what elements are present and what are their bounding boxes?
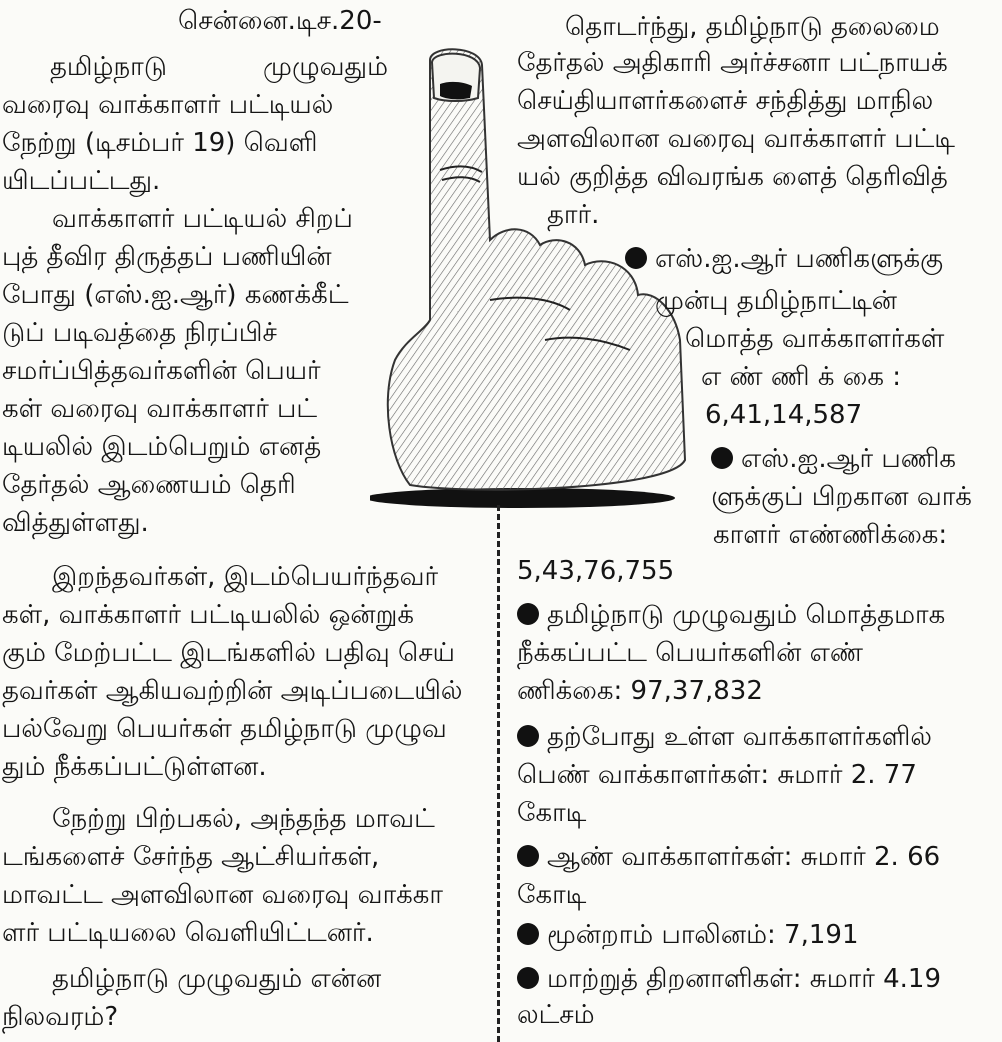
b7-line1: மாற்றுத் திறனாளிகள்: சுமார் 4.19 [547, 964, 941, 994]
b3-line3: ணிக்கை: 97,37,832 [517, 676, 763, 706]
p4-line4: ளர் பட்டியலை வெளியிட்டனர். [2, 918, 374, 948]
b1-line4: எ ண் ணி க் கை : [701, 362, 901, 392]
bullet-icon [517, 923, 539, 945]
p1-line2: வரைவு வாக்காளர் பட்டியல் [2, 90, 334, 120]
b2-line3: காளர் எண்ணிக்கை: [713, 520, 948, 550]
b1-line1: எஸ்.ஐ.ஆர் பணிகளுக்கு [655, 244, 944, 274]
p2-line7: டியலில் இடம்பெறும் எனத் [2, 432, 322, 462]
p1-line3: நேற்று (டிசம்பர் 19) வெளி [2, 128, 318, 158]
b2-line2: ளுக்குப் பிறகான வாக் [711, 482, 972, 512]
p4-line3: மாவட்ட அளவிலான வரைவு வாக்கா [2, 880, 443, 910]
intro-line6: தார். [547, 200, 600, 230]
p2-line1: வாக்காளர் பட்டியல் சிறப் [52, 204, 353, 234]
p5-line2: நிலவரம்? [2, 1002, 119, 1032]
intro-line2: தேர்தல் அதிகாரி அர்ச்சனா பட்நாயக் [517, 48, 948, 78]
bullet-icon [517, 725, 539, 747]
bullet-icon [517, 603, 539, 625]
p4-line2: டங்களைச் சேர்ந்த ஆட்சியர்கள், [2, 842, 380, 872]
p2-line5: சமர்ப்பித்தவர்களின் பெயர் [2, 356, 321, 386]
b5-line2: கோடி [517, 880, 587, 910]
p3-line6: தும் நீக்கப்பட்டுள்ளன. [2, 752, 267, 782]
p3-line5: பல்வேறு பெயர்கள் தமிழ்நாடு முழுவ [2, 714, 447, 744]
p1-line1b: முழுவதும் [263, 52, 388, 82]
p1-line1a: தமிழ்நாடு [50, 52, 167, 82]
p1-line4: யிடப்பட்டது. [2, 166, 161, 196]
b2-line1: எஸ்.ஐ.ஆர் பணிக [741, 444, 956, 474]
finger-shadow [370, 488, 675, 508]
column-divider [497, 505, 500, 1042]
b4-line3: கோடி [517, 798, 587, 828]
p3-line2: கள், வாக்காளர் பட்டியலில் ஒன்றுக் [2, 600, 414, 630]
b3-line2: நீக்கப்பட்ட பெயர்களின் எண் [517, 638, 863, 668]
intro-line1: தொடர்ந்து, தமிழ்நாடு தலைமை [565, 12, 940, 42]
b1-line3: மொத்த வாக்காளர்கள் [685, 324, 945, 354]
p2-line8: தேர்தல் ஆணையம் தெரி [2, 470, 296, 500]
dateline: சென்னை.டிச.20- [178, 6, 382, 36]
p2-line9: வித்துள்ளது. [2, 508, 149, 538]
p3-line3: கும் மேற்பட்ட இடங்களில் பதிவு செய் [2, 638, 455, 668]
bullet-icon [517, 845, 539, 867]
bullet-icon [625, 247, 647, 269]
p5-line1: தமிழ்நாடு முழுவதும் என்ன [52, 964, 382, 994]
b3-line1: தமிழ்நாடு முழுவதும் மொத்தமாக [547, 600, 946, 630]
bullet-icon [711, 447, 733, 469]
b4-line1: தற்போது உள்ள வாக்காளர்களில் [547, 722, 932, 752]
bullet-icon [517, 967, 539, 989]
ink-mark [440, 82, 472, 99]
b7-line2: லட்சம் [517, 1000, 595, 1030]
intro-line4: அளவிலான வரைவு வாக்காளர் பட்டி [517, 124, 956, 154]
p2-line3: போது (எஸ்.ஐ.ஆர்) கணக்கீட் [2, 280, 349, 310]
b1-line2: முன்பு தமிழ்நாட்டின் [655, 286, 898, 316]
b6-line1: மூன்றாம் பாலினம்: 7,191 [547, 920, 859, 950]
p4-line1: நேற்று பிற்பகல், அந்தந்த மாவட் [52, 804, 435, 834]
p3-line4: தவர்கள் ஆகியவற்றின் அடிப்படையில் [2, 676, 463, 706]
b5-line1: ஆண் வாக்காளர்கள்: சுமார் 2. 66 [547, 842, 941, 872]
intro-line3: செய்தியாளர்களைச் சந்தித்து மாநில [517, 86, 934, 116]
p3-line1: இறந்தவர்கள், இடம்பெயர்ந்தவர் [52, 562, 439, 592]
b1-line5: 6,41,14,587 [705, 400, 863, 430]
p2-line6: கள் வரைவு வாக்காளர் பட் [2, 394, 318, 424]
p2-line2: புத் தீவிர திருத்தப் பணியின் [2, 242, 332, 272]
b4-line2: பெண் வாக்காளர்கள்: சுமார் 2. 77 [517, 760, 917, 790]
b2-line4: 5,43,76,755 [517, 556, 675, 586]
p2-line4: டுப் படிவத்தை நிரப்பிச் [2, 318, 277, 348]
intro-line5: யல் குறித்த விவரங்க ளைத் தெரிவித் [517, 162, 948, 192]
